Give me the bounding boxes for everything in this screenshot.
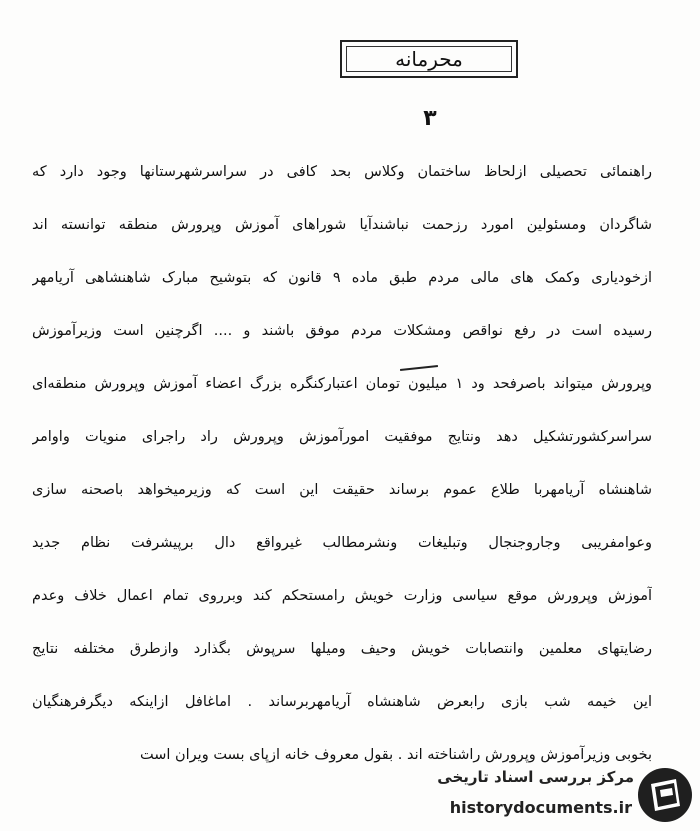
text-line: ازخودیاری وکمک های مالی مردم طبق ماده ۹ قانون که بتوشیح مبارک شاهنشاهی آریامهر [32,270,652,286]
text-line: سراسرکشورتشکیل دهد ونتایج موفقیت امورآموزش وپرورش راد راجرای منویات واوامر [32,429,652,445]
text-line: بخوبی وزیرآموزش وپرورش راشناخته اند . بقول معروف خانه ازپای بست ویران است [139,747,652,763]
text-line: رضایتهای معلمین وانتصابات خویش وحیف ومیلها سرپوش بگذارد وازطرق مختلفه نتایج [32,641,652,657]
text-line: راهنمائی تحصیلی ازلحاظ ساختمان وکلاس بحد کافی در سراسرشهرستانها وجود دارد که [32,164,652,180]
text-line: وعوامفریبی وجاروجنجال وتبلیغات ونشرمطالب غیرواقع دال برپیشرفت نظام جدید [32,535,652,551]
watermark-url: historydocuments.ir [449,798,632,817]
text-line: آموزش وپرورش موقع سیاسی وزارت خویش رامستحکم کند وبرروی تمام اعمال خلاف وعدم [32,588,652,604]
document-body [32,152,652,788]
text-line: رسیده است در رفع نواقص ومشکلات مردم موفق باشند و .... اگرچنین است وزیرآموزش [32,323,652,339]
text-line: وپرورش میتواند باصرفحد ود ۱ میلیون تومان اعتبارکنگره بزرگ اعضاء آموزش وپرورش منطقه‌ای [32,376,652,392]
history-documents-logo-icon [636,766,694,824]
text-line: این خیمه شب بازی رابعرض شاهنشاه آریامهربرساند . اماغافل ازاینکه دیگرفرهنگیان [32,694,652,710]
classification-stamp: محرمانه [340,40,518,78]
watermark [412,764,696,826]
text-line: شاهنشاه آریامهربا طلاع عموم برساند حقیقت این است که وزیرمیخواهد باصحنه سازی [32,482,652,498]
page-number: ۳ [423,106,437,131]
watermark-title: مرکز بررسی اسناد تاریخی [437,768,634,786]
text-line: شاگردان ومسئولین امورد رزحمت نباشندآیا شوراهای آموزش وپرورش منطقه توانسته اند [32,217,652,233]
